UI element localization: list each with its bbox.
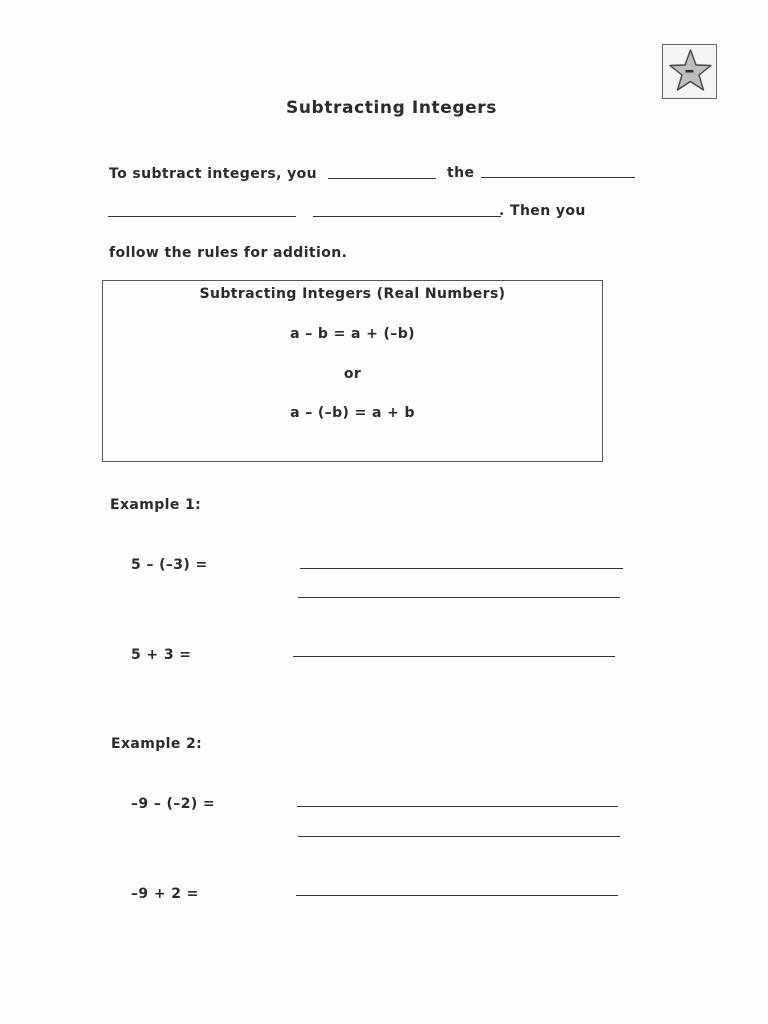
example-2-answer-line-2[interactable] <box>298 836 620 837</box>
example-2-answer-line-1[interactable] <box>297 806 618 807</box>
page-title: Subtracting Integers <box>286 98 498 118</box>
rule-connector: or <box>343 366 362 382</box>
intro-text-2: the <box>447 165 475 181</box>
example-1-answer-line-2[interactable] <box>298 597 620 598</box>
minus-sign: – <box>684 58 695 82</box>
example-1-expression-2: 5 + 3 = <box>131 647 192 663</box>
answer-blank-1[interactable] <box>328 178 436 179</box>
answer-blank-2[interactable] <box>481 177 635 178</box>
intro-text-4: follow the rules for addition. <box>109 245 348 261</box>
example-1-label: Example 1: <box>110 497 202 513</box>
example-1-answer-line-3[interactable] <box>293 656 615 657</box>
example-2-expression-1: –9 – (–2) = <box>131 796 216 812</box>
example-1-expression-1: 5 – (–3) = <box>131 557 208 573</box>
intro-text-3: . Then you <box>499 203 586 219</box>
answer-blank-3[interactable] <box>108 216 296 217</box>
example-2-label: Example 2: <box>111 736 203 752</box>
rule-box <box>102 280 603 462</box>
rule-1: a – b = a + (–b) <box>290 326 415 342</box>
example-2-expression-2: –9 + 2 = <box>131 886 199 902</box>
example-1-answer-line-1[interactable] <box>300 568 623 569</box>
example-2-answer-line-3[interactable] <box>296 895 618 896</box>
rule-box-title: Subtracting Integers (Real Numbers) <box>199 286 506 302</box>
rule-2: a – (–b) = a + b <box>290 405 415 421</box>
answer-blank-4[interactable] <box>313 216 501 217</box>
intro-text-1: To subtract integers, you <box>109 166 318 182</box>
star-badge <box>662 44 717 99</box>
